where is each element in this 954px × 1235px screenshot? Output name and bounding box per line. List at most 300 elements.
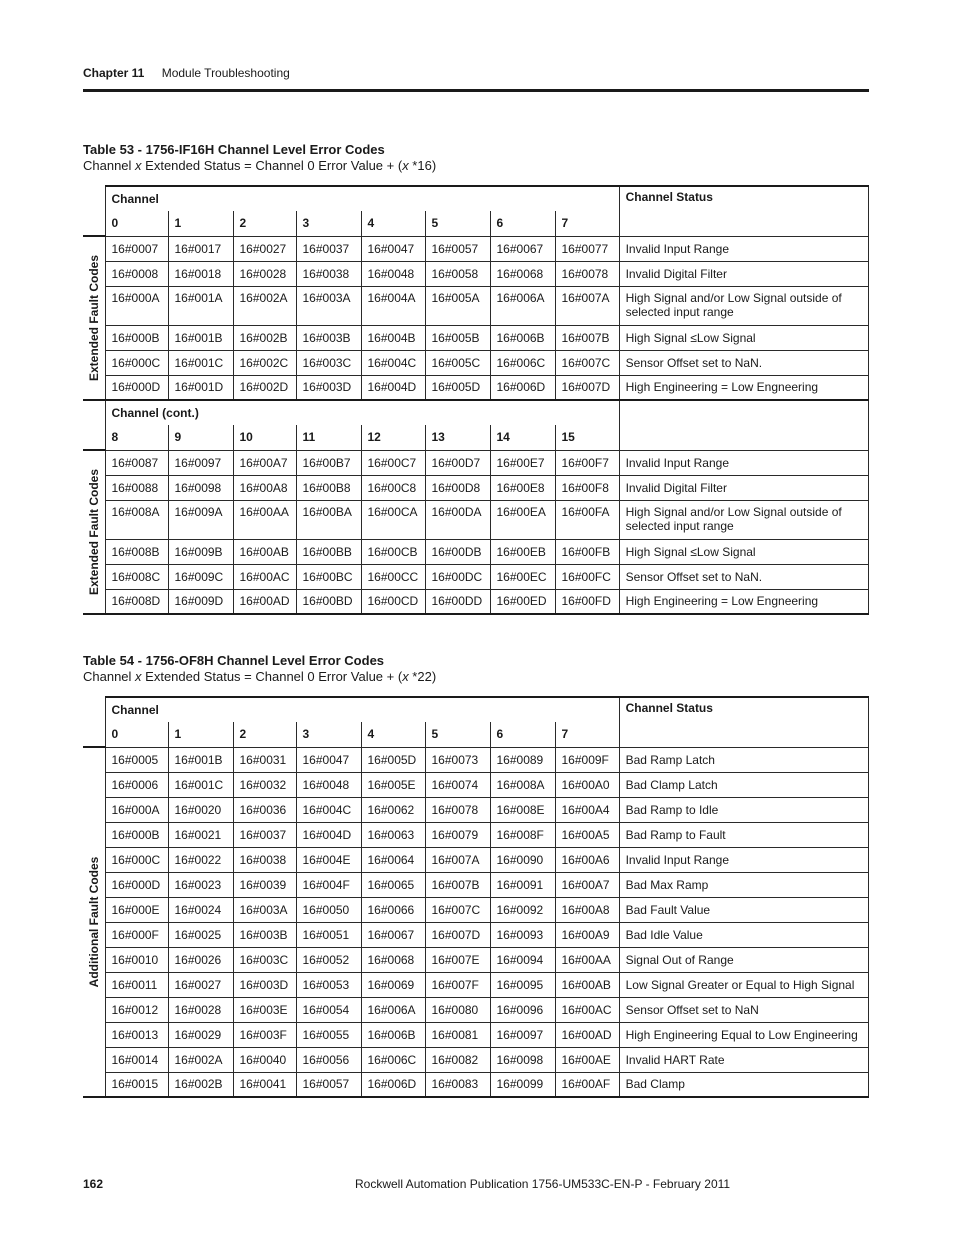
error-code-cell: 16#0052 [296, 947, 361, 972]
error-code-cell: 16#008A [105, 500, 168, 539]
error-code-cell: 16#0081 [425, 1022, 490, 1047]
error-code-cell: 16#004C [361, 350, 425, 375]
error-code-cell: 16#009A [168, 500, 233, 539]
table53-title: Table 53 - 1756-IF16H Channel Level Error Codes [83, 142, 385, 157]
status-cell: Bad Fault Value [619, 897, 868, 922]
status-cell: Signal Out of Range [619, 947, 868, 972]
error-code-cell: 16#0037 [296, 236, 361, 261]
error-code-cell: 16#004A [361, 286, 425, 325]
channel-header: Channel [105, 697, 619, 722]
error-code-cell: 16#009B [168, 539, 233, 564]
error-code-cell: 16#0098 [490, 1047, 555, 1072]
error-code-cell: 16#008C [105, 564, 168, 589]
channel-number: 10 [233, 425, 296, 450]
error-code-cell: 16#0067 [361, 922, 425, 947]
channel-number: 6 [490, 211, 555, 236]
status-cell: High Signal and/or Low Signal outside of selected input range [619, 286, 868, 325]
table-row [83, 822, 869, 847]
table-row [83, 325, 869, 350]
error-code-cell: 16#000C [105, 350, 168, 375]
error-code-cell: 16#00FC [555, 564, 619, 589]
error-code-cell: 16#004E [296, 847, 361, 872]
header-rule [83, 89, 869, 92]
error-code-cell: 16#006D [361, 1072, 425, 1097]
status-cell: Invalid HART Rate [619, 1047, 868, 1072]
table-row [83, 847, 869, 872]
error-code-cell: 16#0039 [233, 872, 296, 897]
error-code-cell: 16#0073 [425, 747, 490, 772]
error-code-cell: 16#00CD [361, 589, 425, 614]
error-code-cell: 16#0032 [233, 772, 296, 797]
error-code-cell: 16#0066 [361, 897, 425, 922]
status-header: Channel Status [619, 697, 868, 747]
error-code-cell: 16#0051 [296, 922, 361, 947]
error-code-cell: 16#001C [168, 772, 233, 797]
error-code-cell: 16#002A [168, 1047, 233, 1072]
error-code-cell: 16#0027 [233, 236, 296, 261]
table53-subtitle: Channel x Extended Status = Channel 0 Error Value + (x *16) [83, 158, 437, 173]
error-code-cell: 16#002C [233, 350, 296, 375]
channel-header: Channel [105, 186, 619, 211]
error-code-cell: 16#0065 [361, 872, 425, 897]
status-header [619, 400, 868, 450]
page-header [83, 66, 290, 80]
status-cell: High Engineering = Low Engneering [619, 375, 868, 400]
header-row [83, 697, 869, 722]
channel-number: 5 [425, 722, 490, 747]
error-code-cell: 16#0057 [425, 236, 490, 261]
status-cell: Sensor Offset set to NaN [619, 997, 868, 1022]
error-code-cell: 16#00F8 [555, 475, 619, 500]
status-cell: High Engineering Equal to Low Engineering [619, 1022, 868, 1047]
error-code-cell: 16#006A [361, 997, 425, 1022]
table-row [83, 1072, 869, 1097]
error-code-cell: 16#00CB [361, 539, 425, 564]
status-cell: Bad Ramp to Fault [619, 822, 868, 847]
status-cell: Bad Clamp Latch [619, 772, 868, 797]
error-code-cell: 16#008F [490, 822, 555, 847]
error-code-cell: 16#000D [105, 872, 168, 897]
error-code-cell: 16#007C [425, 897, 490, 922]
status-cell: High Signal and/or Low Signal outside of selected input range [619, 500, 868, 539]
channel-number: 8 [105, 425, 168, 450]
error-code-cell: 16#003F [233, 1022, 296, 1047]
channel-number: 1 [168, 722, 233, 747]
status-cell: Bad Ramp Latch [619, 747, 868, 772]
table-row [83, 475, 869, 500]
error-code-cell: 16#00C8 [361, 475, 425, 500]
status-cell: Bad Ramp to Idle [619, 797, 868, 822]
error-code-cell: 16#00A7 [555, 872, 619, 897]
page-number: 162 [83, 1177, 104, 1191]
error-code-cell: 16#0056 [296, 1047, 361, 1072]
channel-number: 1 [168, 211, 233, 236]
channel-number: 0 [105, 211, 168, 236]
error-code-cell: 16#004D [361, 375, 425, 400]
error-code-cell: 16#00A4 [555, 797, 619, 822]
error-code-cell: 16#0055 [296, 1022, 361, 1047]
error-code-cell: 16#0098 [168, 475, 233, 500]
error-code-cell: 16#0077 [555, 236, 619, 261]
error-code-cell: 16#005D [361, 747, 425, 772]
error-code-cell: 16#00AA [233, 500, 296, 539]
table-row [83, 350, 869, 375]
status-cell: Invalid Input Range [619, 847, 868, 872]
error-code-cell: 16#0094 [490, 947, 555, 972]
error-code-cell: 16#0068 [361, 947, 425, 972]
error-code-cell: 16#00DC [425, 564, 490, 589]
error-code-cell: 16#007A [425, 847, 490, 872]
status-cell: Invalid Digital Filter [619, 261, 868, 286]
error-code-cell: 16#0027 [168, 972, 233, 997]
table-row [83, 375, 869, 400]
error-code-cell: 16#0057 [296, 1072, 361, 1097]
error-code-cell: 16#0091 [490, 872, 555, 897]
spacer-cell [83, 697, 105, 747]
table-row [83, 500, 869, 539]
error-code-cell: 16#006D [490, 375, 555, 400]
error-code-cell: 16#0089 [490, 747, 555, 772]
error-code-cell: 16#0053 [296, 972, 361, 997]
error-code-cell: 16#002A [233, 286, 296, 325]
error-code-cell: 16#009F [555, 747, 619, 772]
error-code-cell: 16#007A [555, 286, 619, 325]
error-code-cell: 16#003D [233, 972, 296, 997]
status-cell: Low Signal Greater or Equal to High Signal [619, 972, 868, 997]
error-code-cell: 16#003C [233, 947, 296, 972]
error-code-cell: 16#00CA [361, 500, 425, 539]
error-code-cell: 16#00AC [555, 997, 619, 1022]
table-row [83, 772, 869, 797]
status-cell: Bad Clamp [619, 1072, 868, 1097]
error-code-cell: 16#007F [425, 972, 490, 997]
error-code-cell: 16#0079 [425, 822, 490, 847]
error-code-cell: 16#00AF [555, 1072, 619, 1097]
error-code-cell: 16#003E [233, 997, 296, 1022]
error-code-cell: 16#00BB [296, 539, 361, 564]
error-code-cell: 16#007C [555, 350, 619, 375]
error-code-cell: 16#00AD [555, 1022, 619, 1047]
error-code-cell: 16#00D8 [425, 475, 490, 500]
error-code-cell: 16#0020 [168, 797, 233, 822]
table-row [83, 997, 869, 1022]
error-code-cell: 16#004B [361, 325, 425, 350]
error-code-cell: 16#00C7 [361, 450, 425, 475]
error-code-cell: 16#002B [233, 325, 296, 350]
table-row [83, 1022, 869, 1047]
channel-number: 9 [168, 425, 233, 450]
error-code-cell: 16#00EC [490, 564, 555, 589]
table-row [83, 236, 869, 261]
error-code-cell: 16#0087 [105, 450, 168, 475]
error-code-cell: 16#00AA [555, 947, 619, 972]
table53-caption [83, 142, 436, 174]
error-code-cell: 16#0082 [425, 1047, 490, 1072]
error-code-cell: 16#00A9 [555, 922, 619, 947]
table-row [83, 450, 869, 475]
header-row [83, 186, 869, 211]
error-code-cell: 16#00E8 [490, 475, 555, 500]
error-code-cell: 16#0026 [168, 947, 233, 972]
error-code-cell: 16#00D7 [425, 450, 490, 475]
error-code-cell: 16#001C [168, 350, 233, 375]
channel-number: 4 [361, 722, 425, 747]
error-code-cell: 16#005D [425, 375, 490, 400]
error-code-cell: 16#004C [296, 797, 361, 822]
table-row [83, 261, 869, 286]
error-code-cell: 16#00A7 [233, 450, 296, 475]
error-code-cell: 16#0024 [168, 897, 233, 922]
side-label-cell [83, 450, 105, 614]
error-code-cell: 16#0013 [105, 1022, 168, 1047]
error-code-cell: 16#0097 [490, 1022, 555, 1047]
status-cell: Invalid Input Range [619, 450, 868, 475]
error-code-cell: 16#0092 [490, 897, 555, 922]
header-row [83, 400, 869, 425]
section-label: Module Troubleshooting [161, 66, 290, 80]
error-code-cell: 16#0062 [361, 797, 425, 822]
error-code-cell: 16#0063 [361, 822, 425, 847]
error-code-cell: 16#00AE [555, 1047, 619, 1072]
error-code-cell: 16#00A6 [555, 847, 619, 872]
error-code-cell: 16#0088 [105, 475, 168, 500]
error-code-cell: 16#0080 [425, 997, 490, 1022]
error-code-cell: 16#00AD [233, 589, 296, 614]
error-code-cell: 16#009D [168, 589, 233, 614]
error-code-cell: 16#0038 [296, 261, 361, 286]
error-code-cell: 16#0048 [296, 772, 361, 797]
error-code-cell: 16#006B [361, 1022, 425, 1047]
error-code-cell: 16#0031 [233, 747, 296, 772]
error-code-cell: 16#0047 [361, 236, 425, 261]
error-code-cell: 16#0029 [168, 1022, 233, 1047]
channel-number: 11 [296, 425, 361, 450]
table-row [83, 1047, 869, 1072]
error-code-cell: 16#003B [233, 922, 296, 947]
table54 [83, 696, 869, 1098]
channel-number: 15 [555, 425, 619, 450]
channel-header: Channel (cont.) [105, 400, 619, 425]
status-cell: Sensor Offset set to NaN. [619, 564, 868, 589]
error-code-cell: 16#0069 [361, 972, 425, 997]
error-code-cell: 16#0038 [233, 847, 296, 872]
error-code-cell: 16#0093 [490, 922, 555, 947]
error-code-cell: 16#00E7 [490, 450, 555, 475]
error-code-cell: 16#00FB [555, 539, 619, 564]
error-code-cell: 16#000A [105, 286, 168, 325]
table-row [83, 539, 869, 564]
table-row [83, 589, 869, 614]
error-code-cell: 16#0025 [168, 922, 233, 947]
error-code-cell: 16#0028 [168, 997, 233, 1022]
error-code-cell: 16#0015 [105, 1072, 168, 1097]
error-code-cell: 16#0022 [168, 847, 233, 872]
error-code-cell: 16#000E [105, 897, 168, 922]
error-code-cell: 16#00BA [296, 500, 361, 539]
channel-number: 14 [490, 425, 555, 450]
table-row [83, 922, 869, 947]
error-code-cell: 16#008B [105, 539, 168, 564]
error-code-cell: 16#000C [105, 847, 168, 872]
error-code-cell: 16#003C [296, 350, 361, 375]
channel-number: 7 [555, 211, 619, 236]
error-code-cell: 16#0037 [233, 822, 296, 847]
status-cell: Bad Max Ramp [619, 872, 868, 897]
channel-number: 2 [233, 722, 296, 747]
error-code-cell: 16#00BD [296, 589, 361, 614]
error-code-cell: 16#000B [105, 822, 168, 847]
error-code-cell: 16#0058 [425, 261, 490, 286]
table-row [83, 897, 869, 922]
status-cell: Invalid Digital Filter [619, 475, 868, 500]
error-code-cell: 16#002D [233, 375, 296, 400]
table53 [83, 185, 869, 615]
error-code-cell: 16#0097 [168, 450, 233, 475]
side-label-cell [83, 236, 105, 400]
error-code-cell: 16#008D [105, 589, 168, 614]
error-code-cell: 16#007E [425, 947, 490, 972]
error-code-cell: 16#001B [168, 325, 233, 350]
side-label: Extended Fault Codes [86, 468, 101, 596]
channel-number: 6 [490, 722, 555, 747]
error-code-cell: 16#0018 [168, 261, 233, 286]
error-code-cell: 16#0041 [233, 1072, 296, 1097]
error-code-cell: 16#008E [490, 797, 555, 822]
error-code-cell: 16#0050 [296, 897, 361, 922]
error-code-cell: 16#006C [361, 1047, 425, 1072]
error-code-cell: 16#0023 [168, 872, 233, 897]
channel-number: 12 [361, 425, 425, 450]
table-row [83, 797, 869, 822]
error-code-cell: 16#0036 [233, 797, 296, 822]
error-code-cell: 16#00A8 [233, 475, 296, 500]
status-cell: High Engineering = Low Engneering [619, 589, 868, 614]
error-code-cell: 16#0021 [168, 822, 233, 847]
error-code-cell: 16#007B [555, 325, 619, 350]
error-code-cell: 16#007D [425, 922, 490, 947]
error-code-cell: 16#0074 [425, 772, 490, 797]
chapter-label: Chapter 11 [83, 66, 145, 80]
error-code-cell: 16#0048 [361, 261, 425, 286]
error-code-cell: 16#003A [233, 897, 296, 922]
side-label-cell [83, 747, 105, 1097]
channel-number: 4 [361, 211, 425, 236]
side-label: Additional Fault Codes [86, 856, 101, 988]
error-code-cell: 16#00A0 [555, 772, 619, 797]
error-code-cell: 16#004F [296, 872, 361, 897]
channel-number: 3 [296, 211, 361, 236]
error-code-cell: 16#001A [168, 286, 233, 325]
error-code-cell: 16#0068 [490, 261, 555, 286]
error-code-cell: 16#000D [105, 375, 168, 400]
error-code-cell: 16#003B [296, 325, 361, 350]
channel-number: 2 [233, 211, 296, 236]
status-cell: High Signal ≤Low Signal [619, 539, 868, 564]
error-code-cell: 16#00DA [425, 500, 490, 539]
table-row [83, 286, 869, 325]
error-code-cell: 16#008A [490, 772, 555, 797]
error-code-cell: 16#00A8 [555, 897, 619, 922]
error-code-cell: 16#005E [361, 772, 425, 797]
table54-caption [83, 653, 436, 685]
error-code-cell: 16#003D [296, 375, 361, 400]
error-code-cell: 16#004D [296, 822, 361, 847]
error-code-cell: 16#0096 [490, 997, 555, 1022]
error-code-cell: 16#0011 [105, 972, 168, 997]
error-code-cell: 16#006B [490, 325, 555, 350]
error-code-cell: 16#0099 [490, 1072, 555, 1097]
status-cell: Sensor Offset set to NaN. [619, 350, 868, 375]
error-code-cell: 16#00AB [555, 972, 619, 997]
error-code-cell: 16#00B8 [296, 475, 361, 500]
error-code-cell: 16#0078 [425, 797, 490, 822]
error-code-cell: 16#0064 [361, 847, 425, 872]
error-code-cell: 16#0006 [105, 772, 168, 797]
error-code-cell: 16#0017 [168, 236, 233, 261]
error-code-cell: 16#0083 [425, 1072, 490, 1097]
error-code-cell: 16#00F7 [555, 450, 619, 475]
error-code-cell: 16#007D [555, 375, 619, 400]
error-code-cell: 16#00AC [233, 564, 296, 589]
error-code-cell: 16#00DB [425, 539, 490, 564]
error-code-cell: 16#00FA [555, 500, 619, 539]
channel-number: 5 [425, 211, 490, 236]
error-code-cell: 16#006A [490, 286, 555, 325]
error-code-cell: 16#0005 [105, 747, 168, 772]
error-code-cell: 16#0008 [105, 261, 168, 286]
side-label: Extended Fault Codes [86, 254, 101, 382]
error-code-cell: 16#006C [490, 350, 555, 375]
error-code-cell: 16#001B [168, 747, 233, 772]
error-code-cell: 16#0095 [490, 972, 555, 997]
table-row [83, 947, 869, 972]
table-row [83, 872, 869, 897]
error-code-cell: 16#00B7 [296, 450, 361, 475]
error-code-cell: 16#0067 [490, 236, 555, 261]
publication-info: Rockwell Automation Publication 1756-UM533C-EN-P - February 2011 [355, 1177, 731, 1191]
error-code-cell: 16#00DD [425, 589, 490, 614]
error-code-cell: 16#00EB [490, 539, 555, 564]
error-code-cell: 16#005A [425, 286, 490, 325]
channel-number: 13 [425, 425, 490, 450]
error-code-cell: 16#005B [425, 325, 490, 350]
table-row [83, 564, 869, 589]
channel-number: 0 [105, 722, 168, 747]
channel-number: 7 [555, 722, 619, 747]
error-code-cell: 16#0028 [233, 261, 296, 286]
error-code-cell: 16#005C [425, 350, 490, 375]
error-code-cell: 16#00AB [233, 539, 296, 564]
error-code-cell: 16#0040 [233, 1047, 296, 1072]
channel-number: 3 [296, 722, 361, 747]
error-code-cell: 16#0012 [105, 997, 168, 1022]
table-row [83, 972, 869, 997]
error-code-cell: 16#00CC [361, 564, 425, 589]
error-code-cell: 16#002B [168, 1072, 233, 1097]
spacer-cell [83, 400, 105, 450]
error-code-cell: 16#000F [105, 922, 168, 947]
status-header: Channel Status [619, 186, 868, 236]
error-code-cell: 16#000A [105, 797, 168, 822]
table-row [83, 747, 869, 772]
error-code-cell: 16#00FD [555, 589, 619, 614]
error-code-cell: 16#0078 [555, 261, 619, 286]
spacer-cell [83, 186, 105, 236]
status-cell: Invalid Input Range [619, 236, 868, 261]
error-code-cell: 16#000B [105, 325, 168, 350]
table54-subtitle: Channel x Extended Status = Channel 0 Error Value + (x *22) [83, 669, 437, 684]
error-code-cell: 16#001D [168, 375, 233, 400]
